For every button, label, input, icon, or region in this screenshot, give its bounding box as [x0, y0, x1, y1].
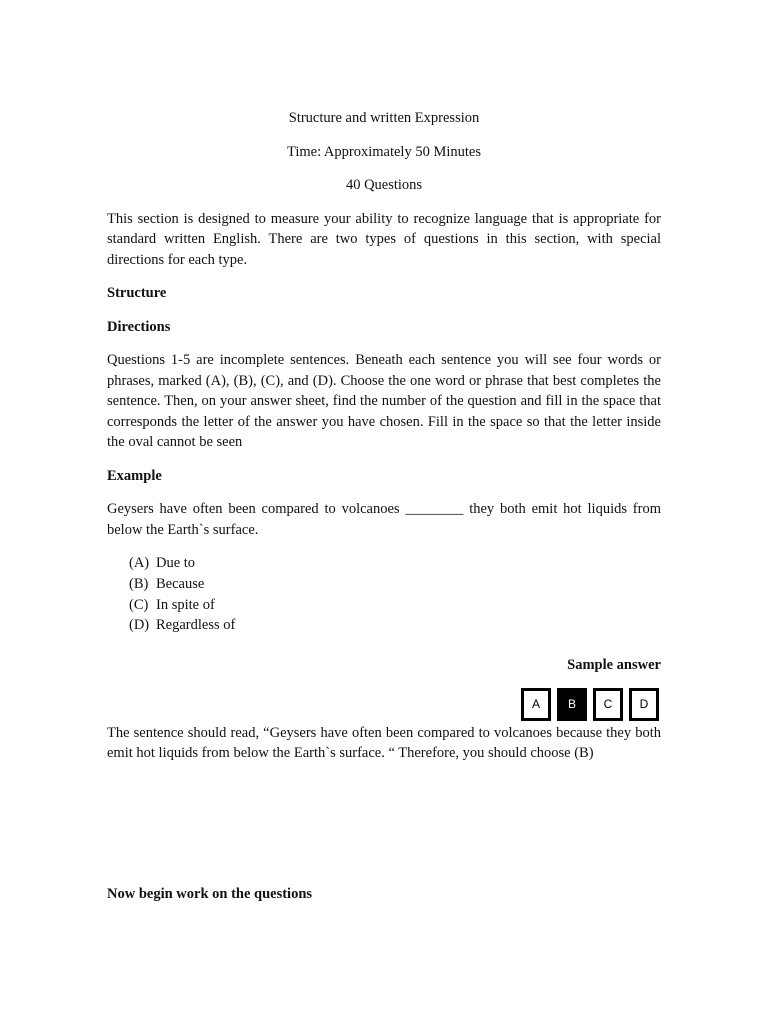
choice-list [129, 553, 661, 636]
choice-text: In spite of [156, 596, 215, 613]
question-count: 40 Questions [345, 177, 423, 193]
choice-letter: (A) [129, 555, 150, 571]
sample-answer-label: Sample answer [567, 657, 661, 674]
choice-item [129, 615, 661, 636]
choice-text: Because [156, 575, 205, 592]
choice-item [129, 553, 661, 574]
sample-answer-boxes [107, 688, 659, 721]
choice-letter: (B) [129, 575, 149, 592]
time-limit: Time: Approximately 50 Minutes [286, 143, 481, 160]
answer-box-a: A [521, 688, 551, 721]
directions-paragraph: Questions 1-5 are incomplete sentences. Beneath each sentence you will see four words or phrases, marked (A), (B), (C), and (D). Choose the one word or phrase that best completes the sentence. Then, on your answer sheet, find the number of the question and fill in the space that corresponds the letter of the answer you have chosen. Fill in the space so that the letter inside the oval cannot be seen [107, 352, 661, 450]
intro-paragraph: This section is designed to measure your ability to recognize language that is appropriate for standard written English. There are two types of questions in this section, with special directions for each type. [107, 210, 661, 268]
begin-instruction: Now begin work on the questions [107, 886, 313, 902]
example-heading: Example [107, 467, 162, 484]
choice-item [129, 574, 661, 595]
answer-box-b: B [557, 688, 587, 721]
directions-heading: Directions [107, 318, 171, 335]
example-sentence: Geysers have often been compared to volcanoes ________ they both emit hot liquids from below the Earth`s surface. [107, 501, 661, 538]
structure-heading: Structure [107, 285, 167, 301]
answer-box-d: D [629, 688, 659, 721]
choice-letter: (C) [129, 596, 149, 613]
answer-box-c: C [593, 688, 623, 721]
section-title: Structure and written Expression [288, 110, 480, 126]
explanation-paragraph: The sentence should read, “Geysers have often been compared to volcanoes because they both emit hot liquids from below the Earth`s surface. “ Therefore, you should choose (B) [107, 724, 661, 762]
document-page [107, 108, 661, 764]
choice-letter: (D) [129, 617, 150, 634]
choice-text: Regardless of [156, 617, 236, 634]
choice-item [129, 595, 661, 616]
choice-text: Due to [156, 555, 196, 571]
